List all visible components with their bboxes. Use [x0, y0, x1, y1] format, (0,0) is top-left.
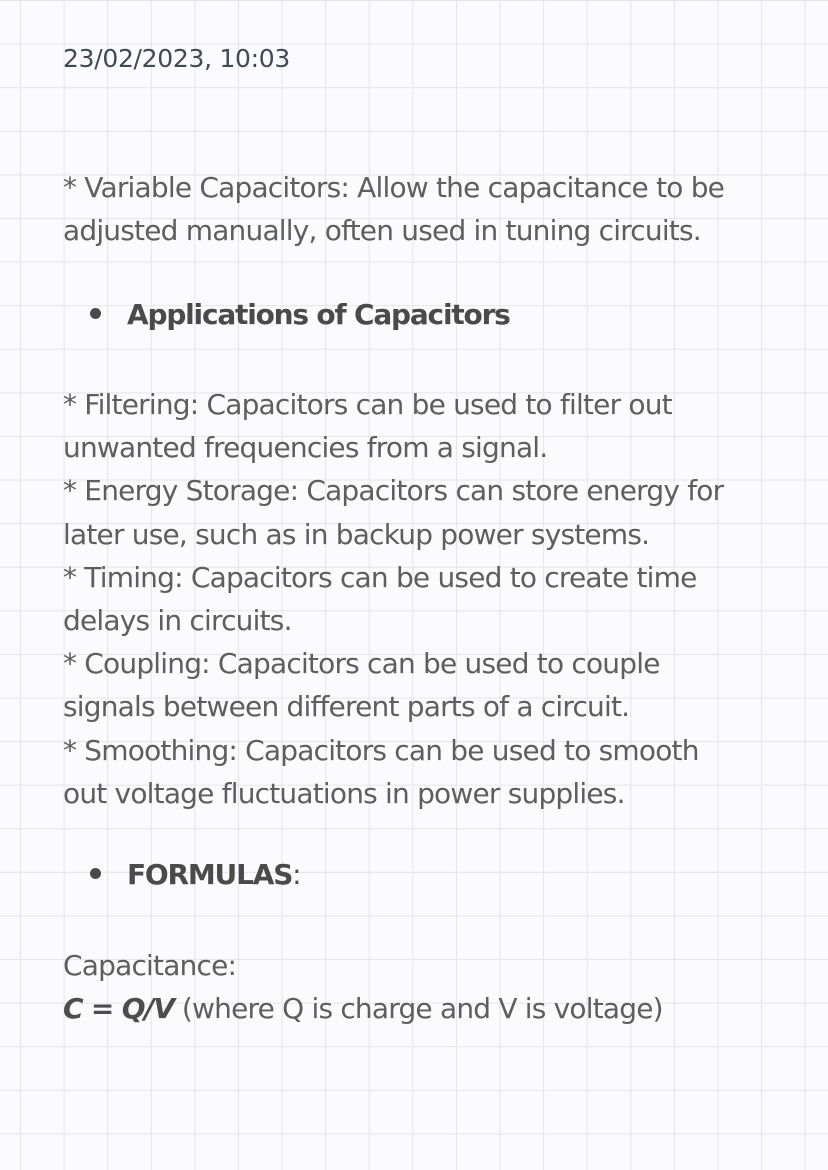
formulas-heading-text: FORMULAS [127, 858, 293, 891]
capacitance-formula-line [63, 987, 663, 1030]
bullet-dot-icon [90, 868, 101, 879]
applications-heading-text: Applications of Capacitors [127, 298, 510, 331]
text-line: * Timing: Capacitors can be used to create time [63, 560, 697, 594]
text-line: adjusted manually, often used in tuning circuits. [63, 214, 701, 248]
applications-heading [90, 298, 510, 331]
note-timestamp: 23/02/2023, 10:03 [63, 44, 290, 73]
text-line: delays in circuits. [63, 604, 292, 638]
text-line: * Energy Storage: Capacitors can store energy for [63, 474, 724, 508]
text-line: * Filtering: Capacitors can be used to filter out [63, 388, 672, 421]
text-line: unwanted frequencies from a signal. [63, 431, 548, 465]
text-line: * Coupling: Capacitors can be used to couple [63, 647, 660, 681]
text-line: * Variable Capacitors: Allow the capacitance to be [63, 171, 725, 204]
capacitance-note: (where Q is charge and V is voltage) [173, 992, 663, 1026]
text-line: out voltage fluctuations in power supplies. [63, 776, 625, 810]
formulas-heading [90, 858, 300, 891]
capacitance-equation: C = Q/V [63, 992, 174, 1026]
note-page [63, 0, 783, 1170]
variable-capacitors-paragraph [63, 166, 724, 252]
capacitance-label: Capacitance: [63, 949, 237, 982]
bullet-dot-icon [90, 308, 101, 319]
formulas-block [63, 944, 663, 1030]
applications-list [63, 383, 723, 815]
text-line: * Smoothing: Capacitors can be used to smooth [63, 733, 699, 767]
text-line: later use, such as in backup power systems. [63, 517, 650, 551]
formulas-heading-colon: : [292, 858, 301, 891]
text-line: signals between different parts of a circuit. [63, 690, 630, 724]
